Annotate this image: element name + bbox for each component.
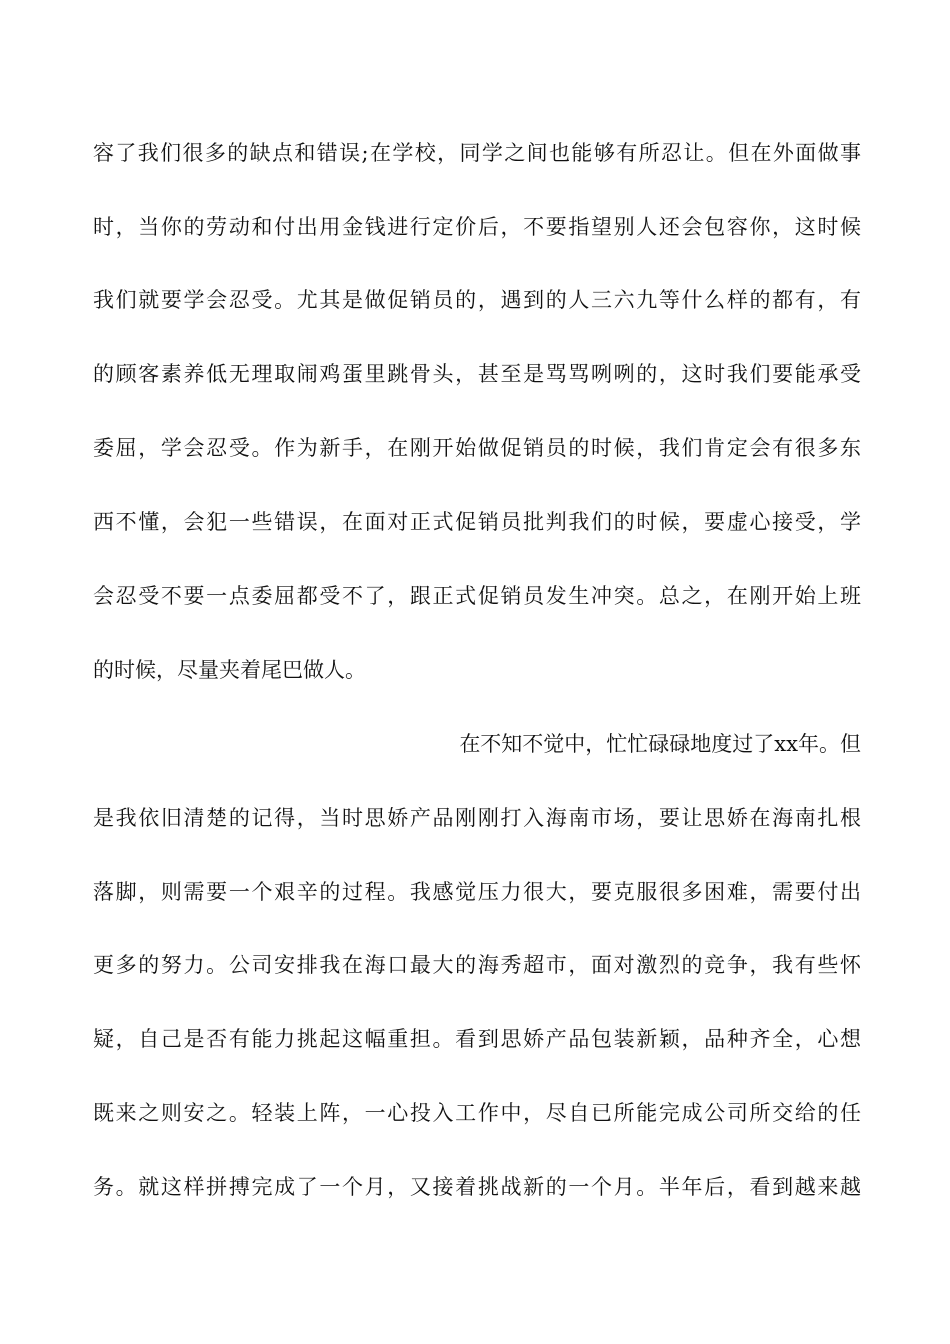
text-line: 西不懂，会犯一些错误，在面对正式促销员批判我们的时候，要虚心接受，学 [93, 510, 861, 534]
text-line: 容了我们很多的缺点和错误;在学校，同学之间也能够有所忍让。但在外面做事 [93, 141, 861, 165]
text-line: 的时候，尽量夹着尾巴做人。 [93, 658, 366, 682]
text-line: 的顾客素养低无理取闹鸡蛋里跳骨头，甚至是骂骂咧咧的，这时我们要能承受 [93, 362, 861, 386]
text-line: 既来之则安之。轻装上阵，一心投入工作中，尽自已所能完成公司所交给的任 [93, 1101, 861, 1125]
text-line: 在不知不觉中，忙忙碌碌地度过了xx年。但 [459, 732, 861, 756]
text-line: 时，当你的劳动和付出用金钱进行定价后，不要指望别人还会包容你，这时候 [93, 215, 861, 239]
text-line: 会忍受不要一点委屈都受不了，跟正式促销员发生冲突。总之，在刚开始上班 [93, 584, 861, 608]
text-line: 更多的努力。公司安排我在海口最大的海秀超市，面对激烈的竞争，我有些怀 [93, 953, 861, 977]
text-line: 是我依旧清楚的记得，当时思娇产品刚刚打入海南市场，要让思娇在海南扎根 [93, 806, 861, 830]
text-line: 我们就要学会忍受。尤其是做促销员的，遇到的人三六九等什么样的都有，有 [93, 288, 861, 312]
text-line: 委屈，学会忍受。作为新手，在刚开始做促销员的时候，我们肯定会有很多东 [93, 436, 861, 460]
text-line: 务。就这样拼搏完成了一个月，又接着挑战新的一个月。半年后，看到越来越 [93, 1175, 861, 1199]
text-line: 落脚，则需要一个艰辛的过程。我感觉压力很大，要克服很多困难，需要付出 [93, 880, 861, 904]
text-line: 疑，自己是否有能力挑起这幅重担。看到思娇产品包装新颖，品种齐全，心想 [93, 1027, 861, 1051]
